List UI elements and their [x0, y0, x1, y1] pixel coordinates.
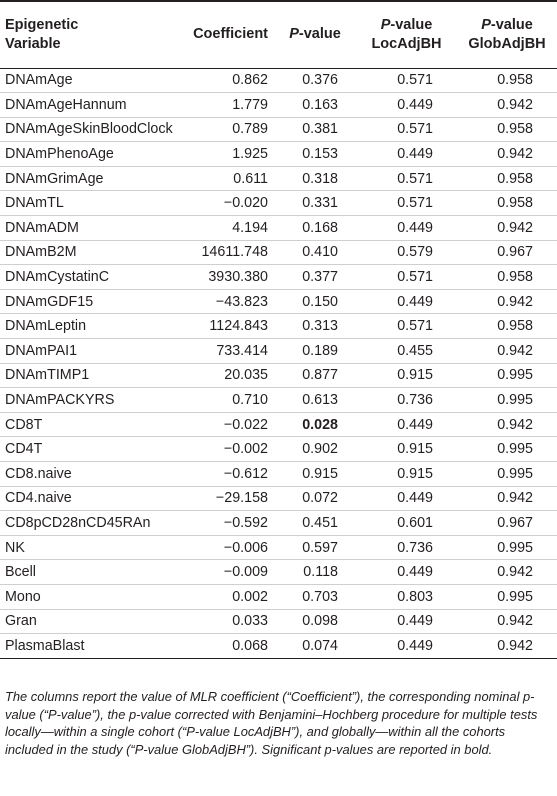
- cell-coefficient: 3930.380: [208, 269, 268, 286]
- cell-pvalue-locadjbh: 0.449: [397, 416, 433, 433]
- table-body: [0, 68, 557, 658]
- cell-pvalue-globadjbh: 0.942: [497, 564, 533, 581]
- cell-variable-name: DNAmGrimAge: [5, 170, 104, 187]
- cell-pvalue-locadjbh: 0.449: [397, 219, 433, 236]
- cell-pvalue-locadjbh: 0.449: [397, 613, 433, 630]
- cell-pvalue-locadjbh: 0.449: [397, 96, 433, 113]
- cell-pvalue: 0.451: [302, 514, 338, 531]
- table-row: [0, 117, 557, 142]
- header-pvalue-locadjbh: [356, 1, 457, 68]
- cell-pvalue: 0.163: [302, 96, 338, 113]
- cell-coefficient: −0.612: [223, 465, 268, 482]
- table-row: [0, 314, 557, 339]
- cell-pvalue: 0.613: [302, 392, 338, 409]
- cell-variable-name: CD8.naive: [5, 465, 72, 482]
- cell-pvalue: 0.915: [302, 465, 338, 482]
- cell-pvalue: 0.703: [302, 588, 338, 605]
- cell-variable-name: Bcell: [5, 564, 36, 581]
- table-row: [0, 511, 557, 536]
- table-row: [0, 634, 557, 659]
- header-glob-rest: -value: [490, 16, 533, 33]
- cell-pvalue-globadjbh: 0.942: [497, 146, 533, 163]
- table-row: [0, 363, 557, 388]
- cell-pvalue: 0.168: [302, 219, 338, 236]
- cell-variable-name: DNAmLeptin: [5, 318, 87, 335]
- cell-variable-name: PlasmaBlast: [5, 637, 85, 654]
- cell-pvalue-globadjbh: 0.942: [497, 490, 533, 507]
- table-row: [0, 412, 557, 437]
- header-coefficient-text: Coefficient: [193, 26, 268, 43]
- cell-pvalue: 0.381: [302, 121, 338, 138]
- cell-pvalue-globadjbh: 0.995: [497, 465, 533, 482]
- table-row: [0, 609, 557, 634]
- header-epigenetic-variable: [0, 1, 180, 68]
- cell-variable-name: DNAmGDF15: [5, 293, 94, 310]
- header-loc-p: P: [380, 16, 391, 33]
- cell-variable-name: DNAmPACKYRS: [5, 392, 115, 409]
- cell-pvalue: 0.153: [302, 146, 338, 163]
- cell-variable-name: DNAmTIMP1: [5, 367, 90, 384]
- cell-pvalue-globadjbh: 0.958: [497, 121, 533, 138]
- header-row: [0, 1, 557, 68]
- cell-variable-name: DNAmTL: [5, 195, 64, 212]
- cell-pvalue: 0.318: [302, 170, 338, 187]
- cell-pvalue-locadjbh: 0.455: [397, 342, 433, 359]
- cell-pvalue-locadjbh: 0.571: [397, 269, 433, 286]
- cell-pvalue-globadjbh: 0.995: [497, 588, 533, 605]
- cell-variable-name: DNAmAgeHannum: [5, 96, 127, 113]
- cell-variable-name: CD8pCD28nCD45RAn: [5, 514, 151, 531]
- cell-coefficient: 1.779: [232, 96, 268, 113]
- cell-pvalue-locadjbh: 0.449: [397, 564, 433, 581]
- cell-pvalue-locadjbh: 0.915: [397, 367, 433, 384]
- cell-pvalue-globadjbh: 0.958: [497, 318, 533, 335]
- cell-variable-name: CD8T: [5, 416, 43, 433]
- header-glob-line2: GlobAdjBH: [468, 35, 546, 52]
- table-row: [0, 388, 557, 413]
- cell-pvalue-globadjbh: 0.942: [497, 219, 533, 236]
- cell-variable-name: Mono: [5, 588, 41, 605]
- cell-pvalue: 0.189: [302, 342, 338, 359]
- table-row: [0, 486, 557, 511]
- cell-pvalue-locadjbh: 0.449: [397, 637, 433, 654]
- table-row: [0, 191, 557, 216]
- table-row: [0, 93, 557, 118]
- table-row: [0, 166, 557, 191]
- cell-pvalue: 0.877: [302, 367, 338, 384]
- cell-pvalue-locadjbh: 0.571: [397, 318, 433, 335]
- header-coefficient: [180, 1, 274, 68]
- table-row: [0, 216, 557, 241]
- cell-pvalue: 0.072: [302, 490, 338, 507]
- header-variable-line2: Variable: [5, 35, 61, 52]
- header-pvalue-rest: -value: [298, 26, 341, 43]
- cell-pvalue: 0.376: [302, 72, 338, 89]
- cell-pvalue-globadjbh: 0.942: [497, 293, 533, 310]
- cell-coefficient: −0.006: [223, 539, 268, 556]
- cell-coefficient: 20.035: [224, 367, 268, 384]
- cell-pvalue-globadjbh: 0.995: [497, 392, 533, 409]
- cell-variable-name: DNAmPhenoAge: [5, 146, 114, 163]
- header-variable-line1: Epigenetic: [5, 16, 79, 33]
- cell-pvalue: 0.313: [302, 318, 338, 335]
- table-row: [0, 339, 557, 364]
- header-pvalue-p: P: [289, 26, 299, 43]
- cell-variable-name: DNAmADM: [5, 219, 79, 236]
- cell-pvalue-globadjbh: 0.967: [497, 244, 533, 261]
- cell-coefficient: 14611.748: [201, 244, 268, 261]
- cell-pvalue-globadjbh: 0.942: [497, 342, 533, 359]
- cell-pvalue-locadjbh: 0.915: [397, 465, 433, 482]
- cell-coefficient: −0.020: [223, 195, 268, 212]
- cell-variable-name: Gran: [5, 613, 37, 630]
- cell-pvalue-locadjbh: 0.601: [397, 514, 433, 531]
- cell-pvalue-locadjbh: 0.449: [397, 146, 433, 163]
- cell-coefficient: 0.033: [232, 613, 268, 630]
- cell-coefficient: 0.710: [232, 392, 268, 409]
- cell-variable-name: DNAmAge: [5, 72, 73, 89]
- cell-pvalue-locadjbh: 0.449: [397, 490, 433, 507]
- table-row: [0, 560, 557, 585]
- table-row: [0, 240, 557, 265]
- cell-pvalue: 0.028: [302, 416, 338, 433]
- table-row: [0, 142, 557, 167]
- cell-coefficient: −0.022: [223, 416, 268, 433]
- cell-pvalue-globadjbh: 0.958: [497, 170, 533, 187]
- cell-coefficient: −43.823: [215, 293, 268, 310]
- cell-variable-name: NK: [5, 539, 25, 556]
- cell-pvalue: 0.597: [302, 539, 338, 556]
- cell-pvalue: 0.410: [302, 244, 338, 261]
- cell-pvalue: 0.150: [302, 293, 338, 310]
- cell-coefficient: −0.592: [223, 514, 268, 531]
- cell-coefficient: 733.414: [216, 342, 268, 359]
- header-pvalue-globadjbh: [457, 1, 557, 68]
- table-row: [0, 265, 557, 290]
- table-row: [0, 584, 557, 609]
- cell-pvalue-locadjbh: 0.736: [397, 539, 433, 556]
- cell-pvalue-locadjbh: 0.571: [397, 170, 433, 187]
- cell-pvalue-globadjbh: 0.942: [497, 96, 533, 113]
- cell-coefficient: −29.158: [215, 490, 268, 507]
- cell-coefficient: 0.789: [232, 121, 268, 138]
- cell-pvalue: 0.074: [302, 637, 338, 654]
- cell-variable-name: DNAmAgeSkinBloodClock: [5, 121, 173, 138]
- cell-pvalue-globadjbh: 0.958: [497, 72, 533, 89]
- table-row: [0, 289, 557, 314]
- cell-pvalue-locadjbh: 0.803: [397, 588, 433, 605]
- cell-variable-name: CD4.naive: [5, 490, 72, 507]
- table-row: [0, 437, 557, 462]
- table-footnote: The columns report the value of MLR coefficient (“Coefficient”), the corresponding nominal p-value (“P-value”), the p-value corrected with Benjamini–Hochberg procedure for multiple tests locally—within a single cohort (“P-value LocAdjBH”), and globally—within all the cohorts included in the study (“P-value GlobAdjBH”). Significant p-values are reported in bold.: [5, 689, 538, 757]
- cell-coefficient: 0.611: [233, 170, 268, 187]
- header-glob-p: P: [481, 16, 491, 33]
- cell-variable-name: DNAmB2M: [5, 244, 77, 261]
- cell-pvalue-locadjbh: 0.571: [397, 72, 433, 89]
- cell-pvalue-locadjbh: 0.579: [397, 244, 433, 261]
- table-row: [0, 535, 557, 560]
- cell-pvalue-locadjbh: 0.571: [397, 121, 433, 138]
- cell-coefficient: 1124.843: [209, 318, 268, 335]
- cell-pvalue: 0.902: [302, 441, 338, 458]
- cell-pvalue: 0.098: [302, 613, 338, 630]
- cell-pvalue-globadjbh: 0.995: [497, 539, 533, 556]
- cell-pvalue-globadjbh: 0.958: [497, 269, 533, 286]
- cell-coefficient: 4.194: [232, 219, 268, 236]
- cell-variable-name: DNAmPAI1: [5, 342, 78, 359]
- table-row: [0, 68, 557, 93]
- cell-pvalue-locadjbh: 0.571: [397, 195, 433, 212]
- cell-pvalue: 0.118: [303, 564, 338, 581]
- cell-coefficient: 0.002: [232, 588, 268, 605]
- cell-pvalue-locadjbh: 0.449: [397, 293, 433, 310]
- cell-pvalue: 0.377: [302, 269, 338, 286]
- cell-coefficient: 0.068: [232, 637, 268, 654]
- cell-pvalue-locadjbh: 0.915: [397, 441, 433, 458]
- cell-pvalue-globadjbh: 0.995: [497, 367, 533, 384]
- cell-coefficient: 1.925: [232, 146, 268, 163]
- cell-coefficient: −0.009: [223, 564, 268, 581]
- table-row: [0, 462, 557, 487]
- cell-pvalue-globadjbh: 0.958: [497, 195, 533, 212]
- cell-pvalue-globadjbh: 0.942: [497, 637, 533, 654]
- cell-pvalue-locadjbh: 0.736: [397, 392, 433, 409]
- cell-variable-name: DNAmCystatinC: [5, 269, 110, 286]
- cell-pvalue-globadjbh: 0.942: [497, 613, 533, 630]
- table-header: [0, 1, 557, 68]
- header-loc-line2: LocAdjBH: [371, 35, 442, 52]
- cell-pvalue: 0.331: [302, 195, 338, 212]
- header-loc-rest: -value: [390, 16, 433, 33]
- cell-pvalue-globadjbh: 0.995: [497, 441, 533, 458]
- cell-pvalue-globadjbh: 0.967: [497, 514, 533, 531]
- header-pvalue: [274, 1, 356, 68]
- cell-coefficient: 0.862: [232, 72, 268, 89]
- cell-variable-name: CD4T: [5, 441, 43, 458]
- cell-coefficient: −0.002: [223, 441, 268, 458]
- cell-pvalue-globadjbh: 0.942: [497, 416, 533, 433]
